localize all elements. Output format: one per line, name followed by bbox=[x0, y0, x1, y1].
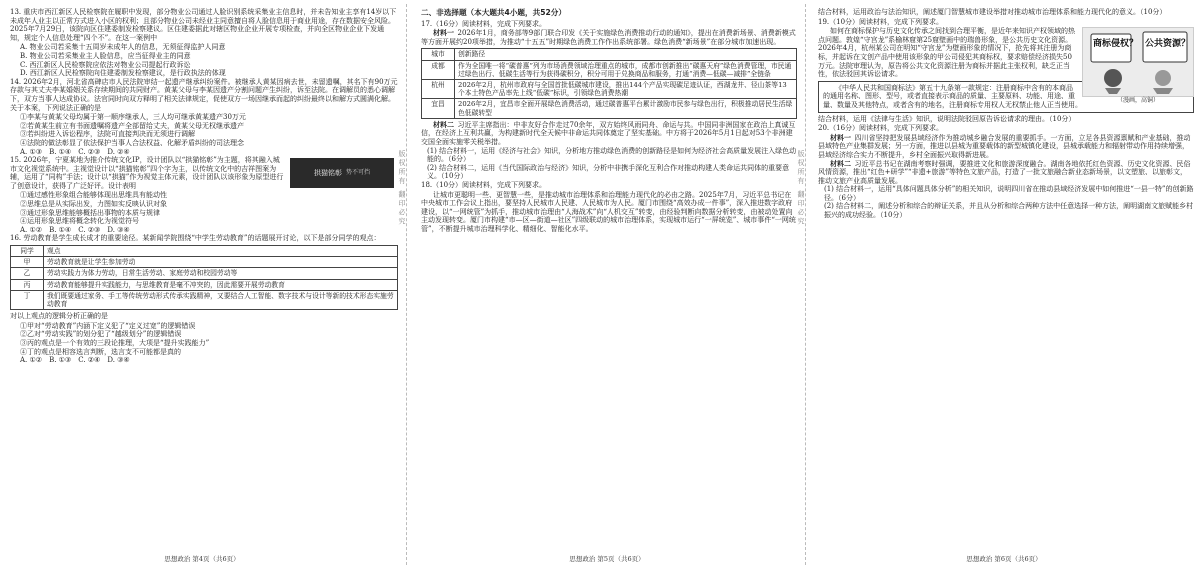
q18-material: 让城市更聪明一些、更智慧一些，是推动城市治理体系和治理能力现代化的必由之路。2025年7月，习近平总书记在中央城市工作会议上指出，要坚持人民城市人民建、人民城市为人民。厦门市围绕“高效办成一件事”，深入推进数字政府建设，以“一网统管”为抓手，推动城市治理由“人海战术”向“人机交互”转变，由经验判断向数据分析转变，由被动处置向主动发现转变。厦门市构建“市—区—街道—社区”四级联动的城市治理体系，实现城市运行“一屏统览”、城市事件“一网统管”，不断提升城市治理科学化、精细化、智能化水平。 bbox=[421, 190, 796, 233]
table-cell: 丁 bbox=[11, 290, 44, 309]
table-cell: 甲 bbox=[11, 257, 44, 268]
question-16-stem: 16. 劳动教育是学生成长成才的重要途径。某新闻学院围绕“中学生劳动教育”的话题展开讨论，以下是部分同学的观点： bbox=[10, 234, 381, 243]
page-4-content bbox=[10, 8, 398, 543]
table-header-cell: 创新路径 bbox=[455, 49, 797, 60]
q16-option-c: C. ②④ bbox=[78, 356, 101, 365]
q14-option-b: B. ①④ bbox=[49, 147, 72, 156]
table-cell: 劳动教育能够提升实践能力，与思维教育是毫不冲突的，因此需要开展劳动教育 bbox=[44, 279, 398, 290]
q19-material: 如何在商标保护与历史文化传承之间找到合理平衡，是近年来知识产权领域的热点问题。敦煌“守宫龙”系榆林窟第25窟壁画中的瑞兽形象，是公共历史文化资源。2026年4月，杭州某公司在明知“守宫龙”为壁画形象的情况下，抢先将其注册为商标，并起诉在文创产品中使用该形象的甲公司侵犯其商标权，要求赔偿经济损失50万元。法院审理认为，原告将公共文化资源注册为商标并据此主张权利，缺乏正当性，依法驳回其诉讼请求。 bbox=[818, 27, 1075, 79]
material-text: 2026年1月，商务部等9部门联合印发《关于实施绿色消费推动行动的通知》，提出在消费新场景、消费新模式等方面开展约20项举措，为推动“十五五”时期绿色消费工作作出系统部署。绿色消费“新场景”在部分城市加速出现。 bbox=[421, 29, 796, 46]
material-label: 材料一 bbox=[433, 29, 454, 38]
q13-option-d: D. 西江新区人民检察院向住建委制发检察建议，是行政执法的体现 bbox=[20, 69, 226, 78]
q16-statement-3: ③丙的观点是一个有效的三段论推理，大项是“提升实践能力” bbox=[20, 339, 210, 348]
material-label: 材料二 bbox=[830, 159, 851, 168]
q14-option-a: A. ①③ bbox=[20, 147, 43, 156]
material-label: 材料二 bbox=[433, 120, 454, 129]
q16-sub-stem: 对以上观点的逻辑分析正确的是 bbox=[10, 312, 108, 321]
table-cell: 劳动教育就是让学生参加劳动 bbox=[44, 257, 398, 268]
table-row bbox=[11, 279, 398, 290]
page-footer: 思想政治 第5页（共6页） bbox=[569, 555, 645, 563]
q17-ask-2: (2) 结合材料二，运用《当代国际政治与经济》知识，分析中非携手深化互利合作对推动构建人类命运共同体的重要意义。（10分） bbox=[427, 163, 790, 181]
q16-opinion-table bbox=[10, 245, 398, 310]
table-row bbox=[11, 268, 398, 279]
table-cell: 作为全国唯一将“碳普惠”列为市场消费领域治理重点的城市，成都市创新推出“碳惠天府”绿色消费管理，市民通过绿色出行、低碳生活等行为获得碳积分，积分可用于兑换商品和服务，打通“消费—低碳—减排”全链条 bbox=[455, 60, 797, 79]
table-cell: 2026年2月，宜昌市全面开展绿色消费活动，通过碳普惠平台累计激励市民参与绿色出行，积极推动居民生活绿色低碳转型 bbox=[455, 99, 797, 118]
table-cell: 我们既要通过家务、手工等传统劳动形式传承实践精神，又要结合人工智能、数字技术与设计等新的技术形态实施劳动教育 bbox=[44, 290, 398, 309]
q15-option-a: A. ①② bbox=[20, 225, 43, 234]
side-copyright-left: 版权所有 翻印必究 bbox=[398, 150, 406, 227]
exam-page-6 bbox=[808, 0, 1200, 569]
page-footer: 思想政治 第6页（共6页） bbox=[966, 555, 1042, 563]
q15-option-b: B. ①④ bbox=[49, 225, 72, 234]
page-5-content bbox=[421, 8, 797, 543]
table-header-row bbox=[422, 49, 797, 60]
question-14-stem: 14. 2026年2月，河北省高碑店市人民法院审结一起遗产继承纠纷案件。被继承人黄某因病去世，未留遗嘱，其名下有90万元存款与其丈夫李某婚姻关系存续期间的共同财产。黄某父母与李某因遗产分割问题产生纠纷，诉至法院。在调解员的悉心调解下，双方当事人达成协议。法官同时向双方释明了相关法律规定，促使双方一场因继承而起的纠纷最终以和解方式圆满化解。关于本案，下列说法正确的是 bbox=[10, 77, 398, 112]
question-17-stem: 17.（16分）阅读材料，完成下列要求。 bbox=[421, 19, 547, 28]
q14-option-c: C. ②③ bbox=[78, 147, 101, 156]
q15-statement-3: ③通过形象思维能够概括出事物的本质与规律 bbox=[20, 208, 160, 217]
material-text: 习近平主席指出：中非友好合作走过70余年，双方始终风雨同舟、命运与共。中国同非洲国家在政治上真诚互信，在经济上互利共赢，为构建新时代全天候中非命运共同体奠定了坚实基础。中方将于2026年5月1日起对53个非洲建交国全面实施零关税举措。 bbox=[421, 120, 796, 146]
q14-options bbox=[10, 148, 398, 157]
table-header-cell: 观点 bbox=[44, 246, 398, 257]
q17-material-1 bbox=[421, 29, 797, 46]
page-6-content bbox=[818, 8, 1194, 543]
table-header-cell: 同学 bbox=[11, 246, 44, 257]
table-cell: 丙 bbox=[11, 279, 44, 290]
table-header-row bbox=[11, 246, 398, 257]
q20-ask-1: (1) 结合材料一，运用“具体问题具体分析”的相关知识，说明四川省在推动县域经济发展中如何推进“一县一特”的创新路径。（6分） bbox=[824, 185, 1194, 202]
question-13-stem: 13. 重庆市西江新区人民检察院在履职中发现，部分物业公司通过人脸识别系统采集业主信息时，并未告知业主享有14岁以下未成年人业主以正常方式进入小区的权利；且部分物业公司未经业主同意擅自将人脸信息用于商业用途，存在数据安全风险。2025年7月29日，该院向区住建委制发检察建议。区住建委据此对辖区物业企业开展专项检查，并向全区物业企业下发通知，规定个人信息处理“四个不”。在这一案例中 bbox=[10, 8, 397, 42]
material-text: 四川省坚持把发展县域经济作为推动城乡融合发展的重要抓手。一方面，立足各县资源禀赋和产业基础，推动县域特色产业集群发展；另一方面，推进以县城为重要载体的新型城镇化建设，县城承载能力和辐射带动作用持续增强，县域经济综合实力不断提升，乡村全面振兴取得新进展。 bbox=[818, 133, 1191, 159]
q13-option-a: A. 物业公司若采集十五周岁未成年人的信息，无须征得监护人同意 bbox=[20, 43, 226, 52]
question-15-stem: 15. 2026年，宁夏某地为推介传统文化IP，设计团队以“拱猫铭彰”为主题，将其融入城市文化视觉系统中。主视觉设计以“拱猫铭彰”四个字为主，以传统文化中的吉祥图案为辅，运用了“同构”手法；设计以“拱猫”作为视觉主体元素，设计团队以该形象为原型进行了创意设计，获得了广泛好评。设计表明 bbox=[10, 156, 284, 190]
q15-statement-1: ①通过感性形象组合能够体现出思维具有能动性 bbox=[20, 191, 167, 200]
q20-ask-2: (2) 结合材料二，阐述分析和综合的辩证关系，并且从分析和综合两种方法中任意选择一种方法，阐明湖南文旅赋能乡村振兴的成功经验。（10分） bbox=[824, 202, 1194, 220]
q16-option-d: D. ③④ bbox=[107, 356, 130, 365]
table-row bbox=[11, 257, 398, 268]
page-divider bbox=[805, 4, 806, 565]
material-label: 材料一 bbox=[830, 133, 851, 142]
table-row bbox=[11, 290, 398, 309]
table-cell: 乙 bbox=[11, 268, 44, 279]
exam-page-4 bbox=[0, 0, 404, 569]
table-row bbox=[422, 79, 797, 98]
q13-option-b: B. 物业公司若采集业主人脸信息，应当征得业主的同意 bbox=[20, 51, 191, 60]
table-cell: 成都 bbox=[422, 60, 455, 79]
q16-option-b: B. ①③ bbox=[49, 356, 72, 365]
question-18-stem: 18.（10分）阅读材料，完成下列要求。 bbox=[421, 180, 547, 189]
q19-cartoon-image bbox=[1082, 27, 1194, 104]
exam-page-5 bbox=[411, 0, 803, 569]
table-cell: 宜昌 bbox=[422, 99, 455, 118]
question-19-stem: 19.（10分）阅读材料，完成下列要求。 bbox=[818, 17, 944, 26]
q16-statement-1: ①甲对“劳动教育”内涵下定义犯了“定义过宽”的逻辑错误 bbox=[20, 321, 196, 330]
page-divider bbox=[406, 4, 407, 565]
cartoon-label-public: 公共资源？ bbox=[1145, 39, 1191, 50]
q17-city-table bbox=[421, 48, 797, 118]
q15-statement-4: ④运用形象思维将概念转化为视觉符号 bbox=[20, 217, 139, 226]
q20-material-2 bbox=[818, 160, 1194, 186]
cartoon-label-trademark: 商标侵权？ bbox=[1093, 39, 1139, 50]
question-20-stem: 20.（16分）阅读材料，完成下列要求。 bbox=[818, 124, 944, 133]
q17-ask-1: (1) 结合材料一，运用《经济与社会》知识，分析地方推动绿色消费的创新路径是如何为经济社会高质量发展注入绿色动能的。（6分） bbox=[427, 146, 797, 164]
page-footer: 思想政治 第4页（共6页） bbox=[164, 555, 240, 563]
table-cell: 杭州 bbox=[422, 79, 455, 98]
section-heading: 二、非选择题（本大题共4小题，共52分） bbox=[421, 8, 566, 17]
q14-statement-2: ②若黄某生前立有书面遗嘱将遗产全部留给丈夫，黄某父母无权继承遗产 bbox=[20, 121, 244, 130]
table-row bbox=[422, 99, 797, 118]
q16-options bbox=[10, 356, 398, 365]
cartoon-caption: （漫画，高铜） bbox=[1116, 96, 1159, 104]
q20-material-1 bbox=[818, 134, 1194, 160]
table-header-cell: 城市 bbox=[422, 49, 455, 60]
q14-statement-3: ③若纠纷进入诉讼程序，法院可直接判决而无须进行调解 bbox=[20, 130, 195, 139]
q14-statement-4: ④法院的做法彰显了依法保护当事人合法权益、化解矛盾纠纷的司法理念 bbox=[20, 138, 244, 147]
q16-statement-2: ②乙对“劳动实践”的划分犯了“越级划分”的逻辑错误 bbox=[20, 330, 182, 339]
q17-material-2 bbox=[421, 121, 797, 147]
q15-option-d: D. ③④ bbox=[107, 225, 130, 234]
material-text: 习近平总书记在湖南考察时强调，要推进文化和旅游深度融合。湖南各地依托红色资源、历史文化资源、民俗风情资源，推出“红色+研学”“非遗+旅游”等特色文旅产品，打造了一批文旅融合新业态新场景，以文塑旅、以旅彰文，推动文旅产业高质量发展。 bbox=[818, 159, 1191, 185]
q15-logo-subtitle: 势不可挡 bbox=[345, 168, 370, 176]
q16-statement-4: ④丁的观点是相容选言判断，选言支不可能都是真的 bbox=[20, 347, 181, 356]
table-cell: 2026年2月，杭州市政府与全国首批低碳城市建设，推出144个产品实现碳足迹认证，西湖龙井、径山茶等13个本土特色产品率先上线“低碳”标识，引领绿色消费热潮 bbox=[455, 79, 797, 98]
q15-logo-image bbox=[290, 158, 394, 188]
side-copyright-right: 版权所有 翻印必究 bbox=[797, 150, 805, 227]
table-cell: 劳动实践力为体力劳动，日常生活劳动、家庭劳动和校园劳动等 bbox=[44, 268, 398, 279]
q15-option-c: C. ②③ bbox=[78, 225, 101, 234]
q14-statement-1: ①李某与黄某父母均属于第一顺序继承人，三人均可继承黄某遗产30万元 bbox=[20, 113, 246, 122]
q19-ask: 结合材料，运用《法律与生活》知识，说明法院驳回原告诉讼请求的理由。（10分） bbox=[818, 114, 1076, 123]
q15-statement-2: ②思维总是从实际出发，力图如实反映认识对象 bbox=[20, 200, 167, 209]
q16-option-a: A. ①② bbox=[20, 356, 43, 365]
table-row bbox=[422, 60, 797, 79]
q13-option-c: C. 西江新区人民检察院应依法对物业公司提起行政诉讼 bbox=[20, 60, 191, 69]
q19-law-box: 《中华人民共和国商标法》第五十九条第一款规定：注册商标中含有的本商品的通用名称、图形、型号，或者直接表示商品的质量、主要原料、功能、用途、重量、数量及其他特点，或者含有的地名，注册商标专用权人无权禁止他人正当使用。 bbox=[818, 81, 1194, 113]
q14-option-d: D. ②④ bbox=[107, 147, 130, 156]
q15-logo-title: 拱猫铭彰 bbox=[313, 168, 342, 177]
q18-ask: 结合材料，运用政治与法治知识，阐述厦门智慧城市建设举措对推动城市治理体系和能力现代化的意义。（10分） bbox=[818, 8, 1167, 16]
